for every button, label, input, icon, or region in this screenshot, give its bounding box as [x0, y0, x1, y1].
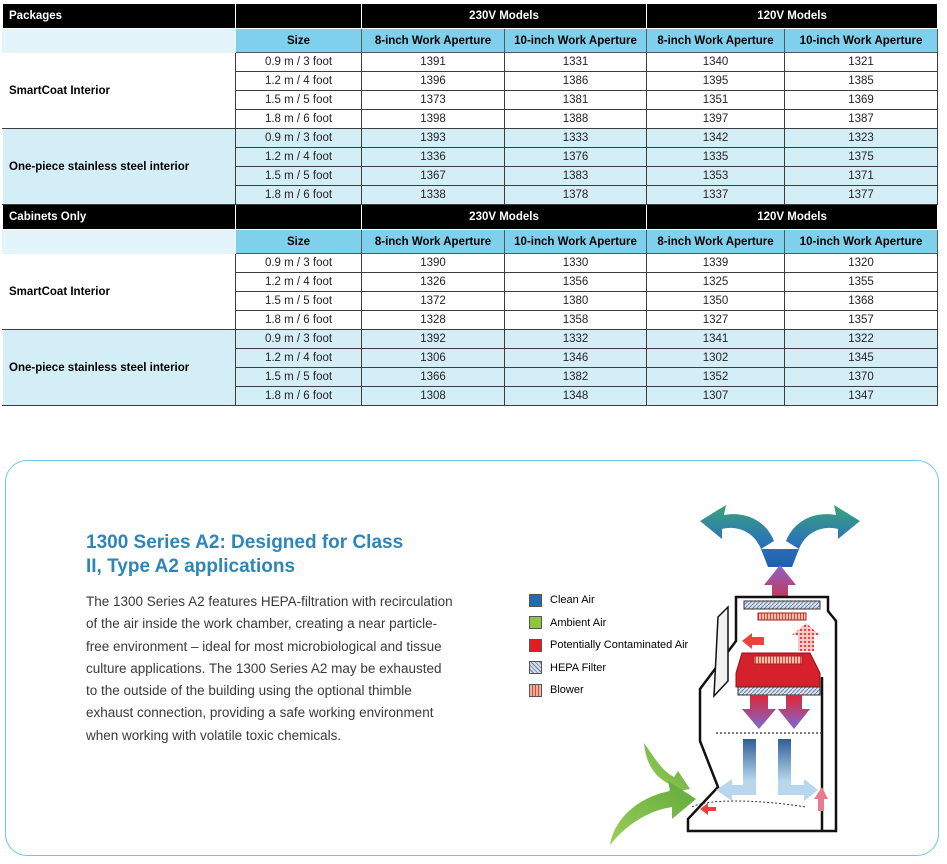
model-120v-10-inch: 1345	[785, 349, 938, 368]
column-header-10-inch-120v: 10-inch Work Aperture	[785, 29, 938, 53]
column-header-row	[3, 29, 938, 53]
model-120v-10-inch: 1322	[785, 330, 938, 349]
ambient-air-swatch	[529, 616, 542, 629]
voltage-230-header: 230V Models	[362, 205, 647, 230]
model-230v-10-inch: 1383	[505, 167, 647, 186]
model-120v-10-inch: 1385	[785, 72, 938, 91]
column-header-row	[3, 230, 938, 254]
model-230v-8-inch: 1390	[362, 254, 505, 273]
blower-swatch	[529, 684, 542, 697]
model-120v-10-inch: 1369	[785, 91, 938, 110]
group-label: One-piece stainless steel interior	[3, 330, 236, 406]
size-cell: 1.2 m / 4 foot	[236, 72, 362, 91]
model-230v-8-inch: 1391	[362, 53, 505, 72]
model-230v-10-inch: 1330	[505, 254, 647, 273]
size-cell: 1.5 m / 5 foot	[236, 91, 362, 110]
section-header-row	[3, 4, 938, 29]
model-230v-8-inch: 1393	[362, 129, 505, 148]
model-230v-10-inch: 1346	[505, 349, 647, 368]
model-230v-8-inch: 1366	[362, 368, 505, 387]
voltage-120-header: 120V Models	[647, 4, 938, 29]
model-120v-8-inch: 1307	[647, 387, 785, 406]
group-label: SmartCoat Interior	[3, 254, 236, 330]
model-230v-10-inch: 1376	[505, 148, 647, 167]
model-120v-8-inch: 1395	[647, 72, 785, 91]
ambient-air-arrow-upper	[644, 743, 690, 793]
legend-ambient-air-label: Ambient Air	[550, 616, 607, 629]
model-120v-8-inch: 1351	[647, 91, 785, 110]
model-120v-8-inch: 1335	[647, 148, 785, 167]
model-120v-10-inch: 1323	[785, 129, 938, 148]
model-230v-8-inch: 1396	[362, 72, 505, 91]
size-cell: 1.2 m / 4 foot	[236, 273, 362, 292]
column-header-8-inch-230v: 8-inch Work Aperture	[362, 230, 505, 254]
section-title: Cabinets Only	[3, 205, 236, 230]
size-cell: 1.2 m / 4 foot	[236, 148, 362, 167]
size-cell: 1.2 m / 4 foot	[236, 349, 362, 368]
model-230v-10-inch: 1332	[505, 330, 647, 349]
model-230v-8-inch: 1392	[362, 330, 505, 349]
model-230v-10-inch: 1348	[505, 387, 647, 406]
airflow-diagram	[596, 481, 886, 853]
model-number-table	[2, 3, 938, 406]
band-spacer	[236, 205, 362, 230]
model-230v-8-inch: 1372	[362, 292, 505, 311]
feature-title: 1300 Series A2: Designed for Class II, Type A2 applications	[86, 532, 404, 577]
model-230v-8-inch: 1328	[362, 311, 505, 330]
size-cell: 0.9 m / 3 foot	[236, 129, 362, 148]
size-cell: 0.9 m / 3 foot	[236, 53, 362, 72]
model-230v-8-inch: 1338	[362, 186, 505, 205]
column-header-10-inch-230v: 10-inch Work Aperture	[505, 29, 647, 53]
model-230v-8-inch: 1398	[362, 110, 505, 129]
size-cell: 0.9 m / 3 foot	[236, 254, 362, 273]
model-230v-8-inch: 1336	[362, 148, 505, 167]
group-label: One-piece stainless steel interior	[3, 129, 236, 205]
model-230v-10-inch: 1356	[505, 273, 647, 292]
hepa-filter-swatch	[529, 661, 542, 674]
column-header-size: Size	[236, 29, 362, 53]
model-120v-8-inch: 1340	[647, 53, 785, 72]
feature-description: The 1300 Series A2 features HEPA-filtration with recirculation of the air inside the work chamber, creating a near particle-free environment – ideal for most microbiological and tissue culture applications. The 1300 Series A2 may be exhausted to the outside of the building using the optional thimble exhaust connection, providing a safe working environment when working with volatile toxic chemicals.	[86, 594, 453, 743]
legend-hepa-filter-label: HEPA Filter	[550, 661, 607, 674]
table-row	[3, 330, 938, 349]
model-120v-8-inch: 1339	[647, 254, 785, 273]
model-230v-10-inch: 1381	[505, 91, 647, 110]
model-120v-10-inch: 1321	[785, 53, 938, 72]
model-120v-10-inch: 1370	[785, 368, 938, 387]
section-title: Packages	[3, 4, 236, 29]
model-120v-10-inch: 1387	[785, 110, 938, 129]
model-120v-10-inch: 1375	[785, 148, 938, 167]
column-header-10-inch-230v: 10-inch Work Aperture	[505, 230, 647, 254]
model-230v-8-inch: 1373	[362, 91, 505, 110]
clean-air-swatch	[529, 594, 542, 607]
model-230v-8-inch: 1326	[362, 273, 505, 292]
column-header-size: Size	[236, 230, 362, 254]
band-spacer	[236, 4, 362, 29]
size-cell: 1.5 m / 5 foot	[236, 167, 362, 186]
model-230v-8-inch: 1306	[362, 349, 505, 368]
model-120v-8-inch: 1341	[647, 330, 785, 349]
column-header-blank	[3, 29, 236, 53]
model-120v-8-inch: 1325	[647, 273, 785, 292]
size-cell: 1.8 m / 6 foot	[236, 186, 362, 205]
model-120v-8-inch: 1327	[647, 311, 785, 330]
size-cell: 1.8 m / 6 foot	[236, 387, 362, 406]
model-120v-8-inch: 1353	[647, 167, 785, 186]
column-header-10-inch-120v: 10-inch Work Aperture	[785, 230, 938, 254]
model-120v-10-inch: 1368	[785, 292, 938, 311]
column-header-blank	[3, 230, 236, 254]
supply-hepa-filter	[738, 687, 820, 695]
model-230v-10-inch: 1388	[505, 110, 647, 129]
exhaust-arrows	[700, 505, 860, 567]
size-cell: 0.9 m / 3 foot	[236, 330, 362, 349]
size-cell: 1.5 m / 5 foot	[236, 368, 362, 387]
clean-air-column-left	[743, 739, 756, 781]
model-120v-10-inch: 1347	[785, 387, 938, 406]
table-row	[3, 129, 938, 148]
legend-blower-label: Blower	[550, 684, 584, 697]
group-label: SmartCoat Interior	[3, 53, 236, 129]
model-230v-10-inch: 1378	[505, 186, 647, 205]
model-120v-10-inch: 1377	[785, 186, 938, 205]
model-120v-10-inch: 1355	[785, 273, 938, 292]
size-cell: 1.5 m / 5 foot	[236, 292, 362, 311]
feature-card	[5, 460, 939, 856]
model-120v-8-inch: 1337	[647, 186, 785, 205]
size-cell: 1.8 m / 6 foot	[236, 110, 362, 129]
model-230v-10-inch: 1331	[505, 53, 647, 72]
model-230v-10-inch: 1382	[505, 368, 647, 387]
legend-clean-air-label: Clean Air	[550, 594, 595, 607]
voltage-230-header: 230V Models	[362, 4, 647, 29]
model-230v-10-inch: 1386	[505, 72, 647, 91]
model-120v-10-inch: 1320	[785, 254, 938, 273]
model-120v-8-inch: 1352	[647, 368, 785, 387]
voltage-120-header: 120V Models	[647, 205, 938, 230]
model-120v-8-inch: 1350	[647, 292, 785, 311]
model-230v-8-inch: 1308	[362, 387, 505, 406]
model-120v-8-inch: 1397	[647, 110, 785, 129]
exhaust-hepa-filter	[744, 601, 820, 609]
column-header-8-inch-120v: 8-inch Work Aperture	[647, 29, 785, 53]
column-header-8-inch-120v: 8-inch Work Aperture	[647, 230, 785, 254]
model-230v-8-inch: 1367	[362, 167, 505, 186]
ambient-air-arrow-lower	[610, 781, 696, 845]
model-120v-8-inch: 1342	[647, 129, 785, 148]
column-header-8-inch-230v: 8-inch Work Aperture	[362, 29, 505, 53]
size-cell: 1.8 m / 6 foot	[236, 311, 362, 330]
model-230v-10-inch: 1333	[505, 129, 647, 148]
model-120v-10-inch: 1357	[785, 311, 938, 330]
table-row	[3, 53, 938, 72]
contaminated-air-swatch	[529, 639, 542, 652]
main-blower	[754, 656, 802, 664]
table-row	[3, 254, 938, 273]
clean-air-column-right	[778, 739, 791, 781]
model-120v-8-inch: 1302	[647, 349, 785, 368]
model-230v-10-inch: 1358	[505, 311, 647, 330]
section-header-row	[3, 205, 938, 230]
upper-blower	[758, 613, 806, 620]
model-230v-10-inch: 1380	[505, 292, 647, 311]
legend-contaminated-air-label: Potentially Contaminated Air	[550, 639, 689, 652]
cabinet-front-sash	[714, 607, 728, 696]
model-120v-10-inch: 1371	[785, 167, 938, 186]
